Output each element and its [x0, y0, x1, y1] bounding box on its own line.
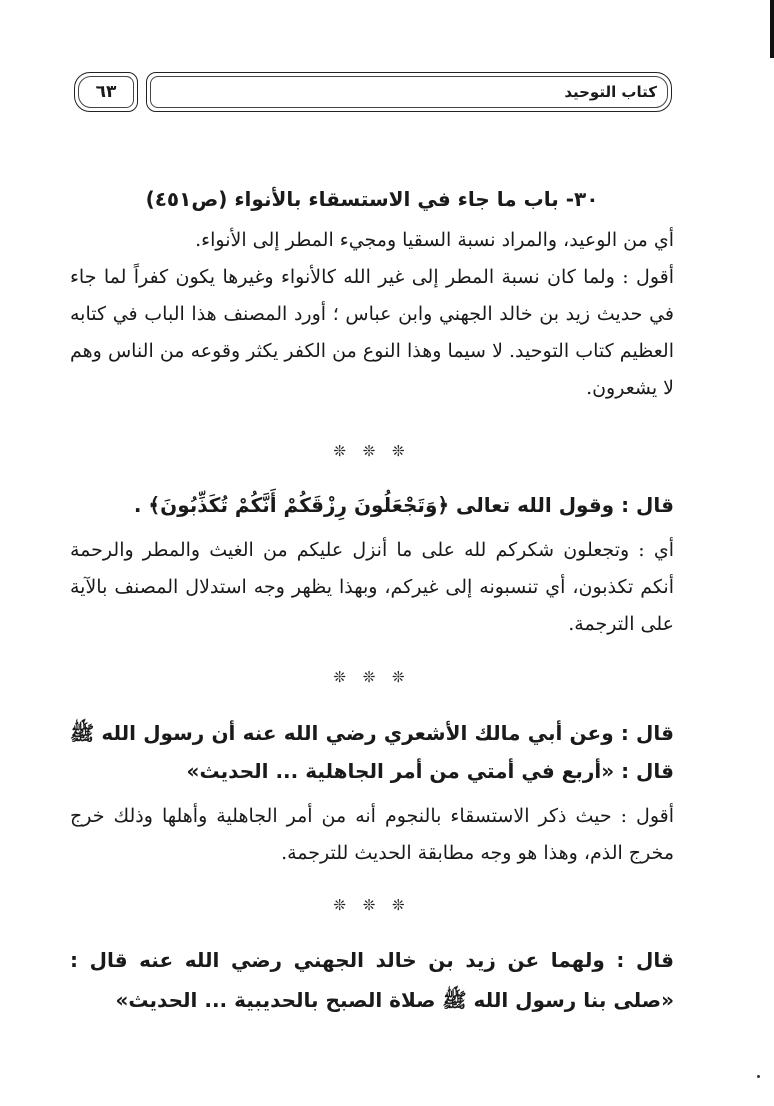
- section-separator: ❊ ❊ ❊: [333, 896, 411, 914]
- page-number: ٦٣: [95, 82, 117, 102]
- commentary-paragraph: أي من الوعيد، والمراد نسبة السقيا ومجيء المطر إلى الأنواء.: [195, 229, 674, 251]
- book-title-box: [146, 72, 672, 112]
- commentary-paragraph: أقول : حيث ذكر الاستسقاء بالنجوم أنه من أمر الجاهلية وأهلها وذلك خرج مخرج الذم، وهذا هو وجه مطابقة الحديث للترجمة.: [70, 805, 674, 864]
- section-quran-verse: [70, 486, 674, 643]
- quote-heading: قال : وعن أبي مالك الأشعري رضي الله عنه أن رسول الله ﷺ قال : «أربع في أمتي من أمر الجاهلية ... الحديث»: [70, 721, 674, 783]
- page-edge-mark: [770, 0, 774, 58]
- page-dot-mark: [757, 1075, 760, 1078]
- chapter-heading: ٣٠- باب ما جاء في الاستسقاء بالأنواء (ص٤٥١): [145, 187, 599, 211]
- section-separator: ❊ ❊ ❊: [333, 668, 411, 686]
- quote-heading: قال : وقول الله تعالى ﴿وَتَجْعَلُونَ رِزْقَكُمْ أَنَّكُمْ تُكَذِّبُونَ﴾ .: [133, 493, 674, 517]
- book-title: كتاب التوحيد: [564, 83, 657, 101]
- section-hadith-abu-malik: [70, 714, 674, 872]
- section-hadith-zayd: [70, 940, 674, 1020]
- page-number-box: [74, 72, 138, 112]
- quote-heading: قال : ولهما عن زيد بن خالد الجهني رضي الله عنه قال : «صلى بنا رسول الله ﷺ صلاة الصبح بالحديبية ... الحديث»: [70, 948, 674, 1012]
- running-header: [74, 72, 672, 114]
- section-separator: ❊ ❊ ❊: [333, 442, 411, 460]
- commentary-paragraph: أي : وتجعلون شكركم لله على ما أنزل عليكم من الغيث والمطر والرحمة أنكم تكذبون، أي تنسبونه إلى غيركم، وبهذا يظهر وجه استدلال المصنف بالآية على الترجمة.: [70, 539, 674, 635]
- section-chapter-30: [70, 180, 674, 407]
- commentary-paragraph: أقول : ولما كان نسبة المطر إلى غير الله كالأنواء وغيرها يكون كفراً لما جاء في حديث زيد بن خالد الجهني وابن عباس ؛ أورد المصنف هذا الباب في كتابه العظيم كتاب التوحيد. لا سيما وهذا النوع من الكفر يكثر وقوعه من الناس وهم لا يشعرون.: [70, 266, 674, 399]
